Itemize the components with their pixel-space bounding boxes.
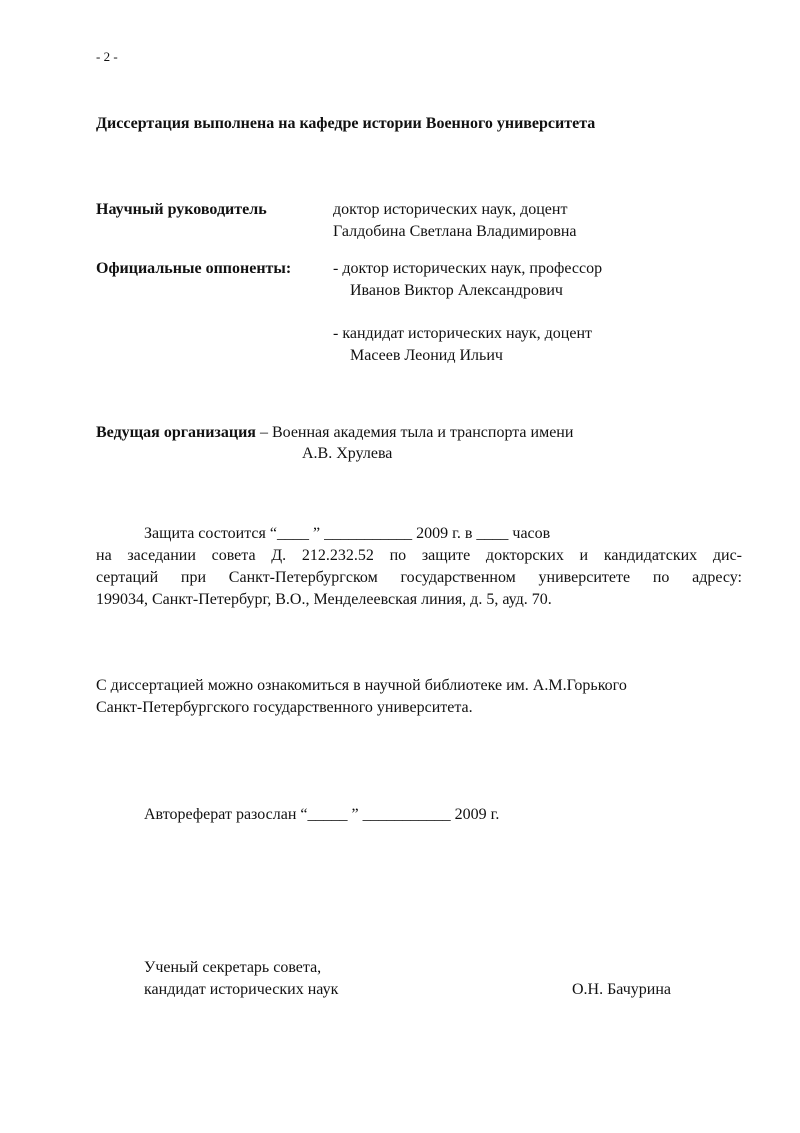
opponent-1-degree: - доктор исторических наук, профессор bbox=[333, 260, 603, 277]
page-heading: Диссертация выполнена на кафедре истории Военного университета bbox=[96, 115, 596, 132]
leading-org-line bbox=[96, 423, 573, 443]
leading-org-dash: – bbox=[255, 424, 272, 441]
opponent-1-name: Иванов Виктор Александрович bbox=[350, 282, 563, 299]
page-number: - 2 - bbox=[96, 49, 118, 64]
defense-address-line: 199034, Санкт-Петербург, В.О., Менделеевская линия, д. 5, ауд. 70. bbox=[96, 591, 552, 608]
secretary-degree: кандидат исторических наук bbox=[144, 981, 339, 998]
leading-org-label: Ведущая организация bbox=[96, 424, 256, 441]
defense-date-line: Защита состоится “____ ” ___________ 2009 г. в ____ часов bbox=[144, 525, 551, 542]
secretary-name: О.Н. Бачурина bbox=[572, 981, 672, 998]
mailed-line: Автореферат разослан “_____ ” ___________ 2009 г. bbox=[144, 806, 500, 823]
leading-org-name-cont: А.В. Хрулева bbox=[302, 445, 393, 462]
supervisor-degree: доктор исторических наук, доцент bbox=[333, 201, 568, 218]
opponents-label: Официальные оппоненты: bbox=[96, 260, 292, 277]
library-line-2: Санкт-Петербургского государственного университета. bbox=[96, 699, 473, 716]
opponent-2-degree: - кандидат исторических наук, доцент bbox=[333, 325, 593, 342]
secretary-title: Ученый секретарь совета, bbox=[144, 959, 322, 976]
supervisor-label: Научный руководитель bbox=[96, 201, 267, 218]
defense-university-line: сертаций при Санкт-Петербургском государственном университете по адресу: bbox=[96, 569, 742, 586]
defense-council-line: на заседании совета Д. 212.232.52 по защите докторских и кандидатских дис- bbox=[96, 547, 742, 564]
supervisor-name: Галдобина Светлана Владимировна bbox=[333, 223, 577, 240]
opponent-2-name: Масеев Леонид Ильич bbox=[350, 347, 503, 364]
library-line-1: С диссертацией можно ознакомиться в научной библиотеке им. А.М.Горького bbox=[96, 677, 627, 694]
leading-org-name: Военная академия тыла и транспорта имени bbox=[271, 424, 574, 441]
